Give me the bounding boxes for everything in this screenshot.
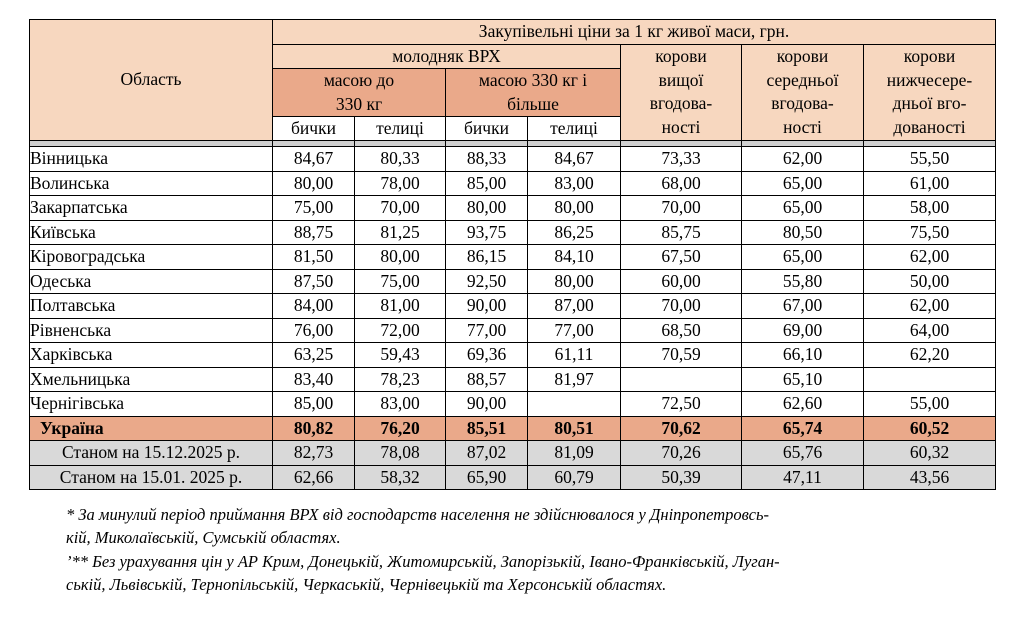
price-cell: 80,33	[355, 147, 446, 172]
region-name: Закарпатська	[30, 196, 273, 221]
price-cell: 77,00	[528, 318, 621, 343]
table-row	[30, 269, 996, 294]
heifers-header: телиці	[528, 117, 621, 141]
table-row	[30, 220, 996, 245]
price-cell: 85,00	[446, 171, 528, 196]
region-name: Станом на 15.12.2025 р.	[30, 441, 273, 466]
price-cell: 81,25	[355, 220, 446, 245]
price-cell: 84,00	[273, 294, 355, 319]
price-cell: 70,00	[355, 196, 446, 221]
price-cell: 68,00	[621, 171, 742, 196]
price-cell: 69,36	[446, 343, 528, 368]
price-cell: 55,80	[742, 269, 864, 294]
cows-mid-line: середньої	[766, 69, 839, 90]
price-cell: 81,97	[528, 367, 621, 392]
table-row	[30, 196, 996, 221]
prices-table	[29, 19, 996, 490]
price-cell: 80,50	[742, 220, 864, 245]
cows-low-header	[864, 44, 996, 141]
price-cell: 80,82	[273, 416, 355, 441]
table-header	[30, 20, 996, 147]
region-name: Рівненська	[30, 318, 273, 343]
price-cell: 88,33	[446, 147, 528, 172]
region-name: Волинська	[30, 171, 273, 196]
table-row	[30, 171, 996, 196]
price-cell: 70,00	[621, 196, 742, 221]
price-cell: 60,32	[864, 441, 996, 466]
region-name: Полтавська	[30, 294, 273, 319]
price-cell: 65,00	[742, 196, 864, 221]
price-cell: 50,39	[621, 465, 742, 490]
price-cell: 75,00	[273, 196, 355, 221]
price-cell: 86,25	[528, 220, 621, 245]
price-cell: 85,51	[446, 416, 528, 441]
cows-high-line: вгодова-	[649, 93, 713, 114]
price-cell: 72,50	[621, 392, 742, 417]
cows-low-line: дованості	[893, 116, 966, 137]
price-cell: 73,33	[621, 147, 742, 172]
price-cell: 80,00	[528, 196, 621, 221]
weight-over-line: масою 330 кг і	[478, 70, 588, 90]
heifers-header: телиці	[355, 117, 446, 141]
price-cell: 62,00	[742, 147, 864, 172]
price-cell: 60,00	[621, 269, 742, 294]
price-cell: 55,00	[864, 392, 996, 417]
price-cell: 84,67	[528, 147, 621, 172]
cows-high-line: вищої	[658, 69, 704, 90]
previous-period-row	[30, 465, 996, 490]
price-cell: 55,50	[864, 147, 996, 172]
region-name: Вінницька	[30, 147, 273, 172]
previous-period-row	[30, 441, 996, 466]
price-cell: 81,09	[528, 441, 621, 466]
price-cell: 81,00	[355, 294, 446, 319]
price-cell: 84,67	[273, 147, 355, 172]
price-cell: 70,26	[621, 441, 742, 466]
footnote-2-line: ’** Без урахування цін у АР Крим, Донецькій, Житомирській, Запорізькій, Івано-Франківській, Луган-	[66, 552, 780, 571]
price-cell: 68,50	[621, 318, 742, 343]
price-cell: 65,90	[446, 465, 528, 490]
cows-low-line: корови	[903, 46, 956, 67]
footnote-2-line: ській, Львівській, Тернопільській, Черкаській, Чернівецькій та Херсонській областях.	[66, 575, 667, 594]
price-cell: 80,00	[273, 171, 355, 196]
region-name: Одеська	[30, 269, 273, 294]
cows-high-line: корови	[655, 46, 707, 67]
region-name: Станом на 15.01. 2025 р.	[30, 465, 273, 490]
price-cell: 88,75	[273, 220, 355, 245]
price-cell: 58,00	[864, 196, 996, 221]
table-row	[30, 147, 996, 172]
price-cell: 61,11	[528, 343, 621, 368]
bulls-header: бички	[273, 117, 355, 141]
table-row	[30, 392, 996, 417]
region-name: Кіровоградська	[30, 245, 273, 270]
price-cell: 67,50	[621, 245, 742, 270]
price-cell	[528, 392, 621, 417]
price-cell: 69,00	[742, 318, 864, 343]
price-cell: 87,00	[528, 294, 621, 319]
cows-mid-header	[742, 44, 864, 141]
price-cell: 78,23	[355, 367, 446, 392]
region-column-header: Область	[30, 20, 273, 141]
cows-mid-line: корови	[776, 46, 829, 67]
price-cell: 60,79	[528, 465, 621, 490]
price-cell: 62,20	[864, 343, 996, 368]
price-cell: 75,50	[864, 220, 996, 245]
price-cell: 60,52	[864, 416, 996, 441]
price-cell: 90,00	[446, 392, 528, 417]
weight-over-330-header	[446, 69, 621, 117]
weight-under-line: 330 кг	[335, 93, 383, 114]
price-cell: 93,75	[446, 220, 528, 245]
price-cell: 76,00	[273, 318, 355, 343]
price-cell: 75,00	[355, 269, 446, 294]
price-cell: 62,60	[742, 392, 864, 417]
cows-mid-line: вгодова-	[771, 93, 834, 114]
price-cell: 76,20	[355, 416, 446, 441]
price-cell: 83,40	[273, 367, 355, 392]
price-cell: 83,00	[355, 392, 446, 417]
price-cell: 63,25	[273, 343, 355, 368]
table-row	[30, 367, 996, 392]
price-cell: 87,02	[446, 441, 528, 466]
price-cell: 61,00	[864, 171, 996, 196]
price-cell: 86,15	[446, 245, 528, 270]
price-cell: 64,00	[864, 318, 996, 343]
region-name: Україна	[30, 416, 273, 441]
region-name: Харківська	[30, 343, 273, 368]
price-cell: 65,00	[742, 171, 864, 196]
price-cell: 85,75	[621, 220, 742, 245]
region-name: Київська	[30, 220, 273, 245]
price-cell: 87,50	[273, 269, 355, 294]
price-cell: 80,51	[528, 416, 621, 441]
price-cell	[864, 367, 996, 392]
cows-low-line: нижчесере-	[886, 69, 973, 90]
footnote-1-line: кій, Миколаївській, Сумській областях.	[66, 528, 341, 547]
table-body	[30, 147, 996, 490]
young-cattle-header: молодняк ВРХ	[273, 44, 621, 69]
price-cell: 62,66	[273, 465, 355, 490]
cows-low-line: дньої вго-	[892, 93, 967, 114]
price-cell: 80,00	[446, 196, 528, 221]
footnote-1-line: * За минулий період приймання ВРХ від господарств населення не здійснювалося у Дніпропетровсь-	[66, 505, 769, 524]
price-cell: 70,59	[621, 343, 742, 368]
table-row	[30, 294, 996, 319]
cows-high-header	[621, 44, 742, 141]
price-cell: 78,00	[355, 171, 446, 196]
footnote-1	[66, 503, 986, 549]
bulls-header: бички	[446, 117, 528, 141]
region-name: Хмельницька	[30, 367, 273, 392]
price-cell: 65,00	[742, 245, 864, 270]
price-cell: 62,00	[864, 294, 996, 319]
price-cell: 82,73	[273, 441, 355, 466]
footnote-2	[66, 550, 986, 596]
table-row	[30, 343, 996, 368]
price-cell: 59,43	[355, 343, 446, 368]
price-cell: 67,00	[742, 294, 864, 319]
weight-over-line: більше	[507, 93, 559, 114]
price-cell: 80,00	[355, 245, 446, 270]
price-cell: 81,50	[273, 245, 355, 270]
prices-title: Закупівельні ціни за 1 кг живої маси, грн.	[273, 20, 996, 45]
price-cell: 50,00	[864, 269, 996, 294]
cows-mid-line: ності	[783, 116, 822, 137]
price-cell: 47,11	[742, 465, 864, 490]
price-cell: 43,56	[864, 465, 996, 490]
price-cell: 77,00	[446, 318, 528, 343]
weight-under-line: масою до	[323, 70, 395, 90]
price-cell: 58,32	[355, 465, 446, 490]
price-cell: 78,08	[355, 441, 446, 466]
region-name: Чернігівська	[30, 392, 273, 417]
weight-under-330-header	[273, 69, 446, 117]
footnotes	[66, 503, 986, 596]
price-cell: 65,76	[742, 441, 864, 466]
price-cell: 80,00	[528, 269, 621, 294]
price-cell: 88,57	[446, 367, 528, 392]
price-cell: 70,62	[621, 416, 742, 441]
cows-high-line: ності	[661, 116, 701, 137]
price-cell: 66,10	[742, 343, 864, 368]
table-row	[30, 318, 996, 343]
price-cell: 65,74	[742, 416, 864, 441]
price-cell: 70,00	[621, 294, 742, 319]
price-cell: 84,10	[528, 245, 621, 270]
price-cell: 83,00	[528, 171, 621, 196]
price-cell: 90,00	[446, 294, 528, 319]
price-cell: 72,00	[355, 318, 446, 343]
price-cell: 92,50	[446, 269, 528, 294]
table-row	[30, 245, 996, 270]
price-cell: 62,00	[864, 245, 996, 270]
price-cell	[621, 367, 742, 392]
price-cell: 85,00	[273, 392, 355, 417]
price-cell: 65,10	[742, 367, 864, 392]
total-row	[30, 416, 996, 441]
